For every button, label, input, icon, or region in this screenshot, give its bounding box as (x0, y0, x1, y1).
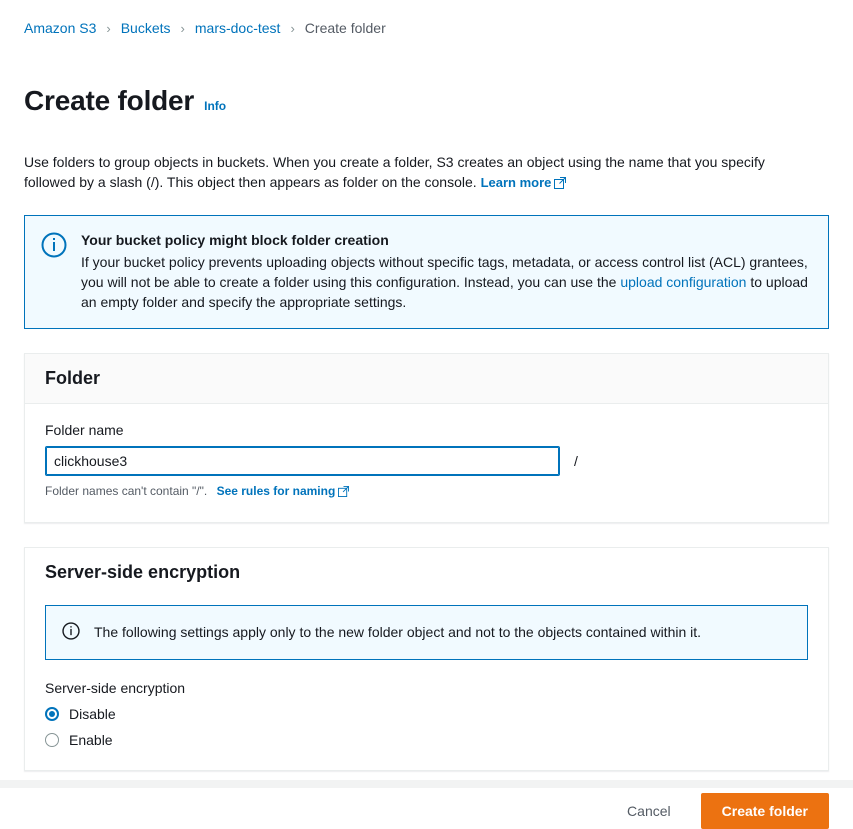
server-side-encryption-card (24, 547, 829, 771)
page-heading (24, 66, 829, 136)
folder-card-body (25, 404, 828, 522)
encryption-option-enable[interactable] (45, 732, 808, 748)
cancel-button[interactable]: Cancel (609, 795, 689, 827)
bottom-strip (0, 780, 853, 788)
breadcrumb-separator-icon: › (180, 20, 185, 36)
alert-text-part1: If your bucket policy prevents uploading objects without specific tags, metadata, or access control list (ACL) grantees, you will not be able to create a folder using this configuration. Instead, you can use the (81, 253, 808, 290)
create-folder-button[interactable]: Create folder (701, 793, 829, 829)
folder-card-header (25, 354, 828, 404)
encryption-card-body (25, 587, 828, 770)
folder-name-hint-text: Folder names can't contain "/". (45, 483, 208, 498)
breadcrumb-item-bucket[interactable]: mars-doc-test (194, 20, 281, 36)
encryption-option-disable[interactable] (45, 706, 808, 722)
breadcrumb-item-current: Create folder (304, 20, 386, 36)
folder-name-row (45, 446, 808, 476)
radio-button-enable[interactable] (45, 733, 59, 747)
encryption-option-enable-label: Enable (69, 731, 113, 748)
breadcrumb-item-buckets[interactable]: Buckets (120, 20, 171, 36)
breadcrumb-separator-icon: › (106, 20, 111, 36)
page-title: Create folder (24, 84, 195, 116)
form-actions (24, 793, 829, 829)
encryption-card-title: Server-side encryption (45, 561, 241, 582)
external-link-icon (554, 175, 566, 195)
radio-button-disable[interactable] (45, 707, 59, 721)
learn-more-label: Learn more (480, 174, 552, 190)
encryption-option-disable-label: Disable (69, 705, 116, 722)
folder-name-input[interactable] (45, 446, 560, 476)
folder-card (24, 353, 829, 523)
external-link-icon (338, 486, 349, 500)
naming-rules-link[interactable] (217, 484, 350, 498)
breadcrumb (24, 0, 829, 48)
page-description (24, 152, 794, 195)
alert-body (81, 230, 812, 312)
page-description-text: Use folders to group objects in buckets. When you create a folder, S3 creates an object using the name that you specify followed by a slash (/). This object then appears as folder on the console. (24, 153, 765, 190)
learn-more-link[interactable] (481, 175, 567, 190)
upload-configuration-link[interactable]: upload configuration (620, 273, 747, 290)
bucket-policy-alert (24, 215, 829, 329)
info-link[interactable]: Info (204, 98, 227, 113)
encryption-radio-group-label: Server-side encryption (45, 679, 186, 696)
alert-text (81, 252, 812, 312)
info-circle-icon (62, 622, 80, 643)
naming-rules-label: See rules for naming (216, 483, 336, 498)
encryption-info-strip (45, 605, 808, 660)
alert-text-part2: to upload an empty folder and specify the appropriate settings. (81, 273, 808, 310)
folder-name-hint (45, 484, 808, 500)
encryption-info-text: The following settings apply only to the new folder object and not to the objects contained within it. (94, 624, 702, 640)
breadcrumb-item-amazon-s3[interactable]: Amazon S3 (24, 20, 97, 36)
folder-name-suffix: / (574, 452, 578, 469)
breadcrumb-separator-icon: › (290, 20, 295, 36)
info-circle-icon (41, 230, 67, 312)
folder-card-title: Folder (45, 367, 101, 388)
encryption-card-header (25, 548, 828, 587)
folder-name-label: Folder name (45, 421, 124, 438)
alert-title: Your bucket policy might block folder creation (81, 231, 389, 248)
